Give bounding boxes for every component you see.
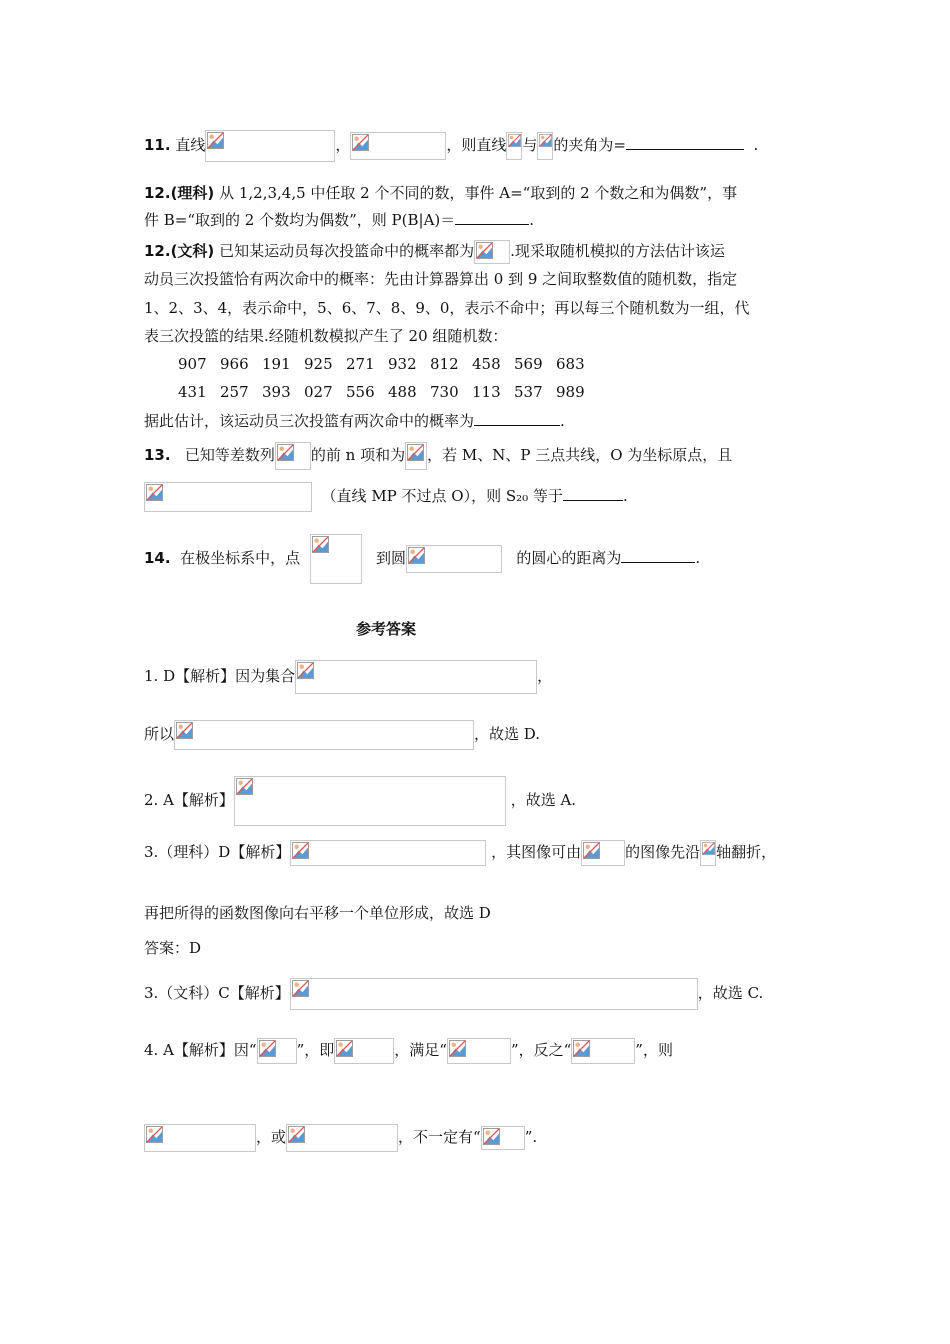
answer-3-science-line1 bbox=[144, 840, 776, 866]
broken-image-icon bbox=[257, 1038, 297, 1064]
text: ，故选 D. bbox=[474, 725, 541, 743]
random-number: 556 bbox=[346, 383, 375, 401]
broken-image-icon bbox=[571, 1038, 635, 1064]
broken-image-icon bbox=[144, 1124, 256, 1152]
random-number: 932 bbox=[388, 355, 417, 373]
answer-4-line2 bbox=[144, 1124, 537, 1152]
text: ， bbox=[537, 667, 553, 685]
broken-image-icon bbox=[447, 1038, 511, 1064]
random-number-row-1 bbox=[178, 353, 598, 375]
text: 4. A【解析】因“ bbox=[144, 1041, 257, 1059]
text: . bbox=[560, 412, 565, 430]
text: ，其图像可由 bbox=[491, 843, 582, 861]
answer-blank bbox=[563, 485, 623, 501]
random-number: 683 bbox=[556, 355, 585, 373]
text: 动员三次投篮恰有两次命中的概率：先由计算器算出 0 到 9 之间取整数值的随机数，指定 bbox=[144, 270, 738, 288]
text: . bbox=[753, 136, 759, 154]
broken-image-icon bbox=[405, 442, 427, 470]
broken-image-icon bbox=[537, 132, 553, 160]
text: ”，则 bbox=[635, 1041, 673, 1059]
text: 与 bbox=[522, 136, 538, 154]
text: 从 1,2,3,4,5 中任取 2 个不同的数，事件 A=“取到的 2 个数之和为偶数”，事 bbox=[219, 184, 738, 202]
text: 的圆心的距离为 bbox=[516, 549, 622, 567]
text: ”，反之“ bbox=[510, 1041, 572, 1059]
random-number: 569 bbox=[514, 355, 543, 373]
broken-image-icon bbox=[334, 1038, 394, 1064]
random-number: 271 bbox=[346, 355, 375, 373]
broken-image-icon bbox=[234, 776, 506, 826]
text: 表三次投篮的结果.经随机数模拟产生了 20 组随机数： bbox=[144, 327, 508, 345]
text: 的夹角为= bbox=[553, 136, 626, 154]
text: 再把所得的函数图像向右平移一个单位形成，故选 D bbox=[144, 904, 491, 922]
text: 件 B=“取到的 2 个数均为偶数”，则 P(B|A)＝ bbox=[144, 211, 456, 229]
random-number: 257 bbox=[220, 383, 249, 401]
text: 1. D【解析】因为集合 bbox=[144, 667, 296, 685]
broken-image-icon bbox=[290, 978, 698, 1010]
question-number: 12.(文科) bbox=[144, 242, 215, 260]
answer-blank bbox=[621, 547, 695, 563]
text: 轴翻折， bbox=[716, 843, 777, 861]
answer-4-line1 bbox=[144, 1038, 673, 1064]
random-number: 537 bbox=[514, 383, 543, 401]
answer-1-line2 bbox=[144, 720, 540, 750]
text: .现采取随机模拟的方法估计该运 bbox=[510, 242, 725, 260]
broken-image-icon bbox=[406, 545, 502, 573]
text: 2. A【解析】 bbox=[144, 791, 234, 809]
text: 所以 bbox=[144, 725, 175, 743]
text: . bbox=[622, 487, 628, 505]
text: 已知某运动员每次投篮命中的概率都为 bbox=[219, 242, 475, 260]
question-12-arts-line2 bbox=[144, 268, 737, 290]
text: （直线 MP 不过点 O），则 S₂₀ 等于 bbox=[321, 487, 563, 505]
text: 直线 bbox=[175, 136, 206, 154]
broken-image-icon bbox=[506, 132, 522, 160]
text: 答案：D bbox=[144, 939, 202, 957]
answer-3-arts bbox=[144, 978, 763, 1010]
random-number: 027 bbox=[304, 383, 333, 401]
random-number: 730 bbox=[430, 383, 459, 401]
text: 3.（理科）D【解析】 bbox=[144, 843, 291, 861]
text: ”. bbox=[524, 1128, 538, 1146]
answer-3-science-line3 bbox=[144, 937, 201, 959]
question-12-arts-line5 bbox=[144, 410, 565, 432]
question-12-arts-line3 bbox=[144, 297, 749, 319]
answer-blank bbox=[474, 410, 560, 426]
text: 1、2、3、4，表示命中，5、6、7、8、9、0，表示不命中；再以每三个随机数为一组，代 bbox=[144, 299, 750, 317]
text: ，或 bbox=[256, 1128, 287, 1146]
answer-blank bbox=[626, 134, 744, 150]
random-number: 431 bbox=[178, 383, 207, 401]
text: 据此估计，该运动员三次投篮有两次命中的概率为 bbox=[144, 412, 475, 430]
broken-image-icon bbox=[286, 1124, 398, 1152]
random-number: 989 bbox=[556, 383, 585, 401]
question-14 bbox=[144, 534, 700, 584]
question-11 bbox=[144, 130, 758, 162]
text: ，故选 A. bbox=[510, 791, 577, 809]
question-12-arts-line1 bbox=[144, 240, 725, 264]
broken-image-icon bbox=[275, 442, 311, 470]
broken-image-icon bbox=[174, 720, 474, 750]
question-number: 13. bbox=[144, 446, 171, 464]
question-number: 12.(理科) bbox=[144, 184, 215, 202]
text: 到圆 bbox=[376, 549, 407, 567]
text: ，故选 C. bbox=[697, 984, 764, 1002]
random-number: 907 bbox=[178, 355, 207, 373]
answer-1-line1 bbox=[144, 660, 552, 694]
broken-image-icon bbox=[700, 840, 716, 866]
answer-3-science-line2 bbox=[144, 902, 491, 924]
broken-image-icon bbox=[310, 534, 362, 584]
text: 已知等差数列 bbox=[184, 446, 275, 464]
text: 在极坐标系中，点 bbox=[180, 549, 301, 567]
random-number: 458 bbox=[472, 355, 501, 373]
text: . bbox=[529, 211, 535, 229]
question-12-science-line2 bbox=[144, 209, 534, 231]
broken-image-icon bbox=[350, 132, 446, 160]
text: ，满足“ bbox=[394, 1041, 447, 1059]
random-number: 191 bbox=[262, 355, 291, 373]
text: 3.（文科）C【解析】 bbox=[144, 984, 290, 1002]
random-number: 925 bbox=[304, 355, 333, 373]
answer-2 bbox=[144, 776, 576, 826]
random-number: 966 bbox=[220, 355, 249, 373]
text: ，则直线 bbox=[446, 136, 507, 154]
text: ，若 M、N、P 三点共线，O 为坐标原点，且 bbox=[427, 446, 733, 464]
answer-blank bbox=[455, 209, 529, 225]
broken-image-icon bbox=[474, 240, 510, 264]
broken-image-icon bbox=[581, 840, 625, 866]
text: ，不一定有“ bbox=[398, 1128, 481, 1146]
broken-image-icon bbox=[481, 1126, 525, 1150]
text: 的前 n 项和为 bbox=[310, 446, 406, 464]
random-number: 812 bbox=[430, 355, 459, 373]
question-number: 11. bbox=[144, 136, 171, 154]
random-number-row-2 bbox=[178, 381, 598, 403]
question-13-line1 bbox=[144, 442, 732, 470]
text: . bbox=[695, 549, 701, 567]
text: 的图像先沿 bbox=[625, 843, 701, 861]
text: ， bbox=[335, 136, 351, 154]
broken-image-icon bbox=[295, 660, 537, 694]
random-number: 393 bbox=[262, 383, 291, 401]
broken-image-icon bbox=[205, 130, 335, 162]
random-number: 488 bbox=[388, 383, 417, 401]
broken-image-icon bbox=[290, 840, 486, 866]
answers-title: 参考答案 bbox=[356, 620, 417, 638]
question-13-line2 bbox=[144, 482, 628, 512]
question-12-science-line1 bbox=[144, 182, 737, 204]
random-number: 113 bbox=[472, 383, 501, 401]
question-12-arts-line4 bbox=[144, 325, 507, 347]
broken-image-icon bbox=[144, 482, 312, 512]
text: ”，即 bbox=[296, 1041, 335, 1059]
question-number: 14. bbox=[144, 549, 171, 567]
